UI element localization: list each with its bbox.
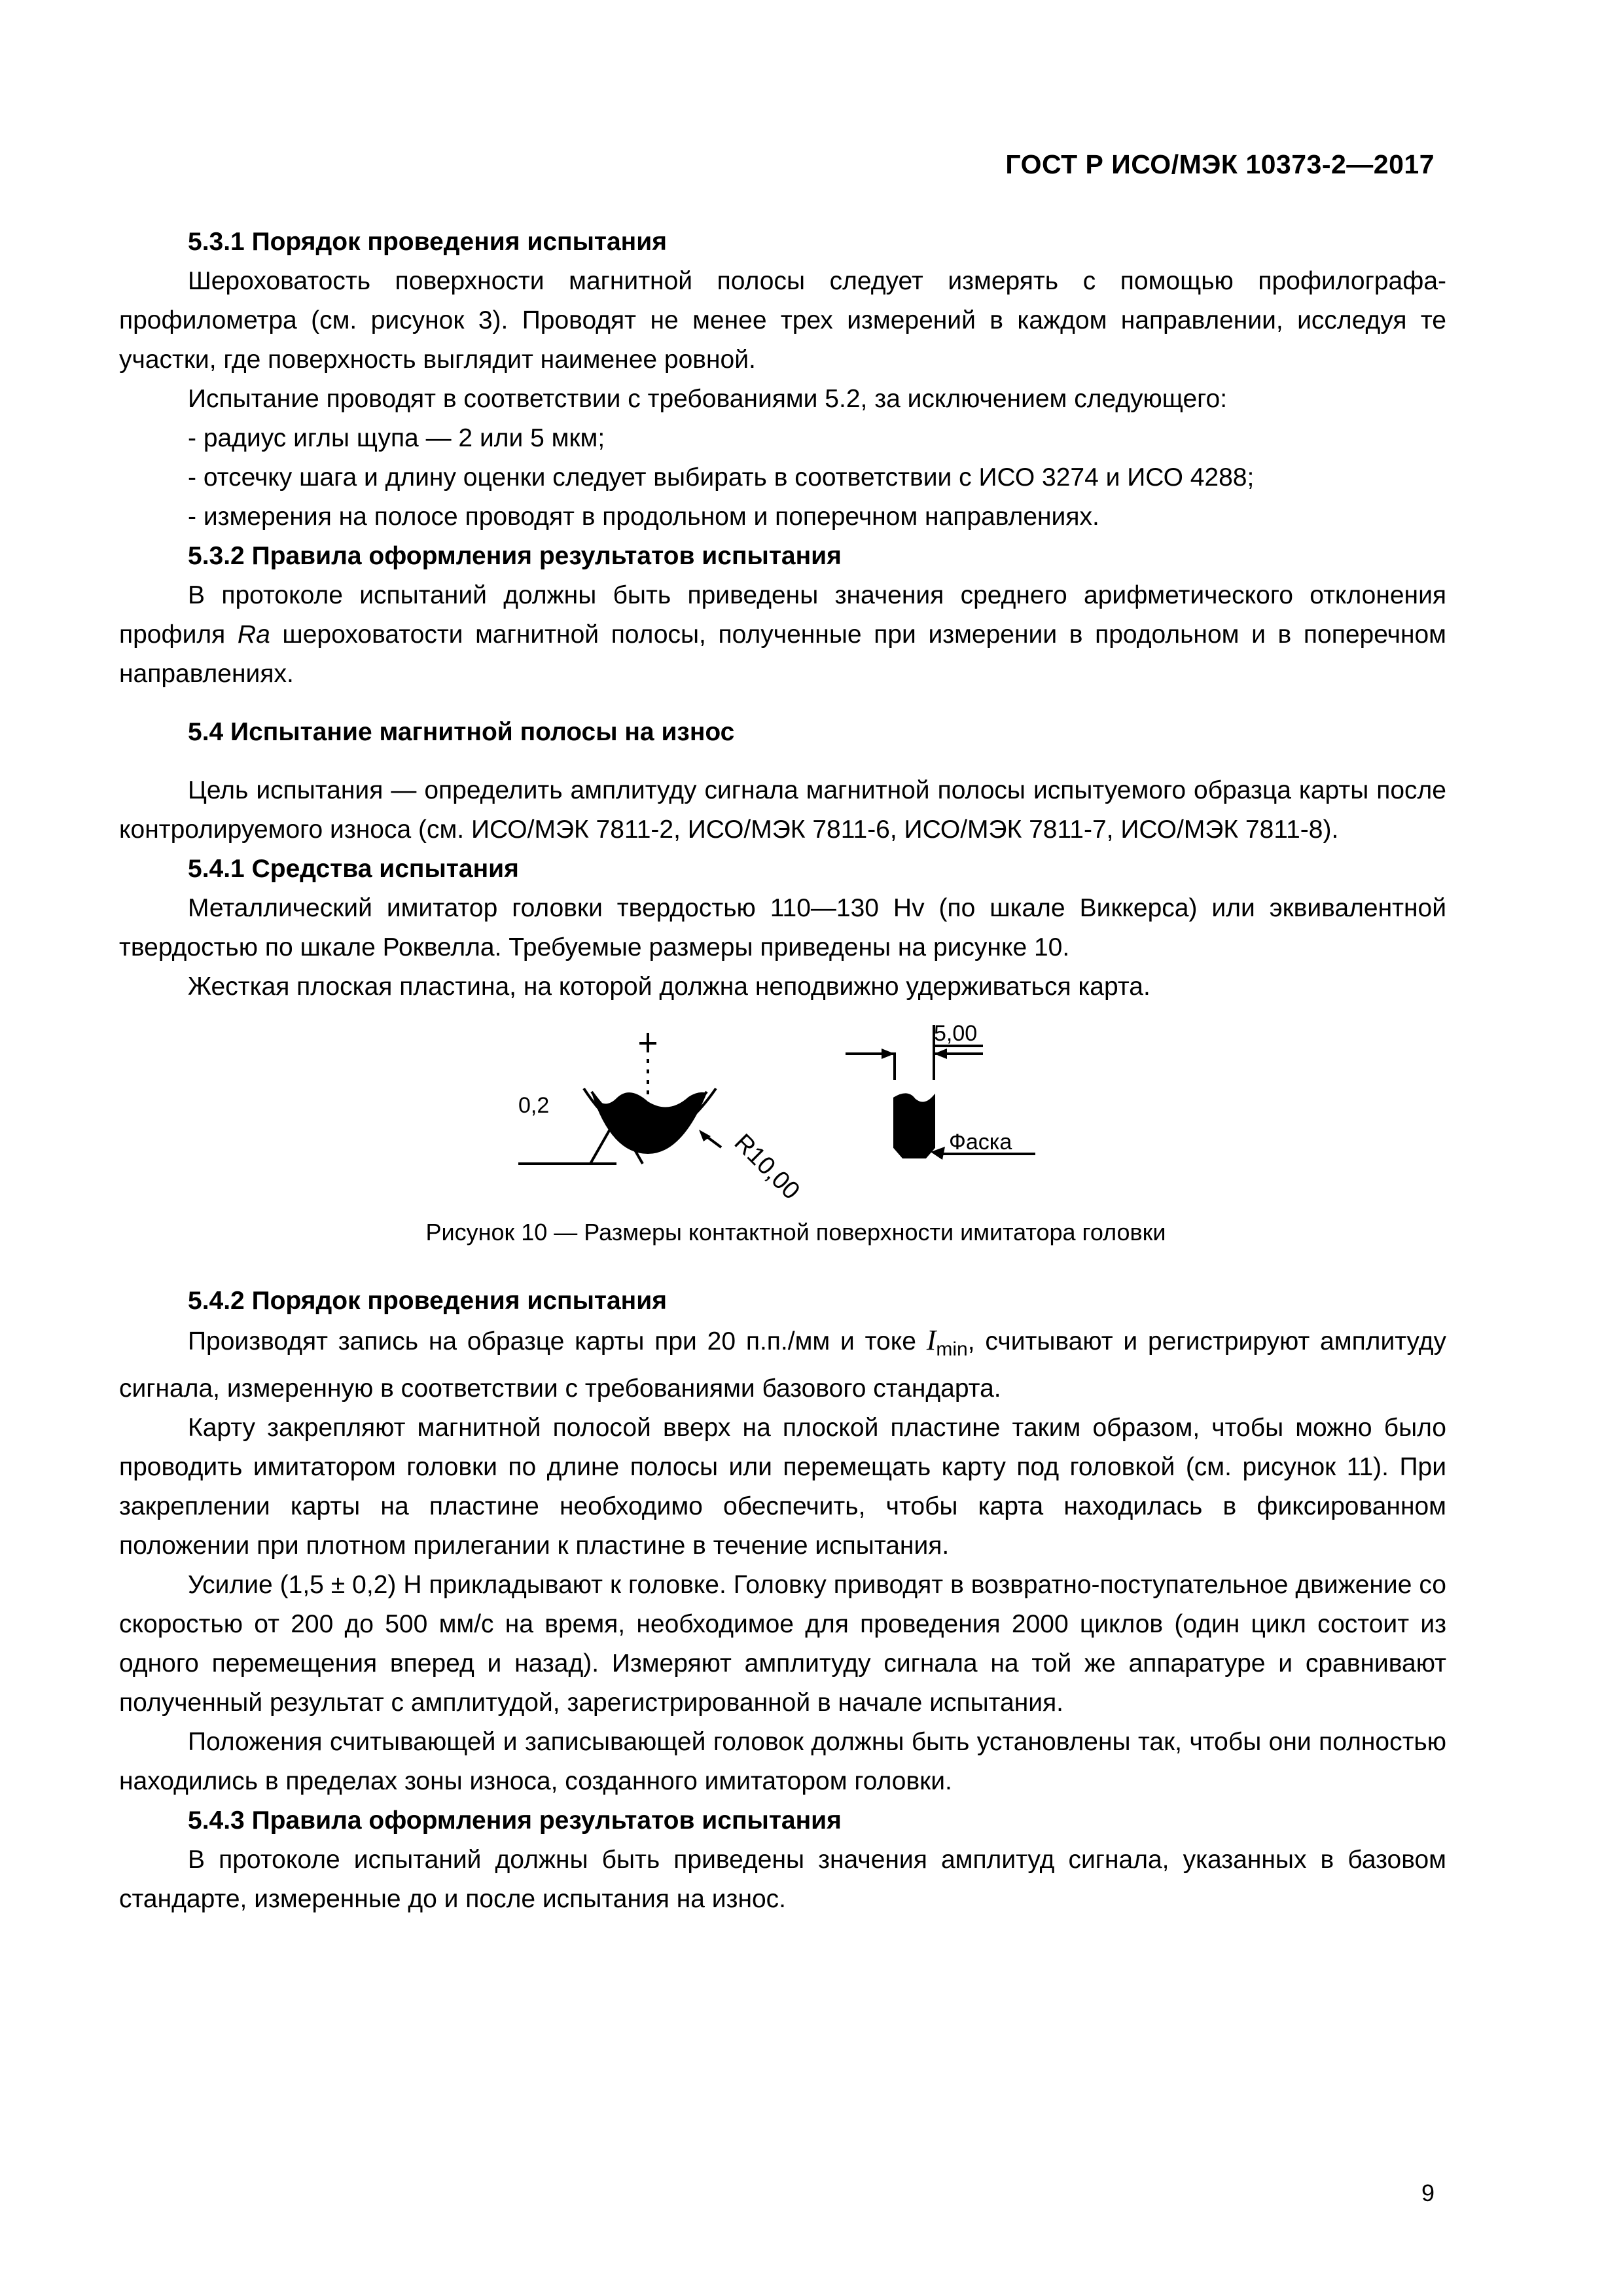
dim-arrow-right [934, 1049, 947, 1059]
current-subscript: min [936, 1338, 968, 1360]
heading-5-4: 5.4 Испытание магнитной полосы на износ [188, 718, 735, 746]
list-item-directions: - измерения на полосе проводят в продольном и поперечном направлениях. [188, 503, 1099, 531]
text-part: , считывают и регистрируют амплитуду сигнала, измеренную в соответствии с требованиями базового стандарта. [119, 1327, 1446, 1403]
chamfer-label: Фаска [949, 1130, 1012, 1155]
ra-symbol: Ra [237, 620, 270, 649]
paragraph-record [119, 1321, 1446, 1408]
current-symbol: I [926, 1324, 936, 1356]
page-number: 9 [1421, 2179, 1435, 2206]
angle-label: 0,2 [518, 1093, 550, 1118]
heading-5-3-2: 5.3.2 Правила оформления результатов испытания [188, 542, 842, 570]
paragraph-rigid-plate: Жесткая плоская пластина, на которой должна неподвижно удерживаться карта. [188, 973, 1150, 1001]
radius-label: R10,00 [728, 1128, 805, 1206]
list-item-radius: - радиус иглы щупа — 2 или 5 мкм; [188, 424, 605, 452]
contact-surface-fill [592, 1092, 707, 1154]
paragraph-report-amplitude: В протоколе испытаний должны быть приведены значения амплитуд сигнала, указанных в базовом стандарте, измеренные до и после испытания на износ. [119, 1845, 1446, 1913]
paragraph-head-positions: Положения считывающей и записывающей головок должны быть установлены так, чтобы они полностью находились в пределах зоны износа, созданного имитатором головки. [119, 1727, 1446, 1795]
paragraph-test-conditions: Испытание проводят в соответствии с требованиями 5.2, за исключением следующего: [188, 385, 1228, 413]
head-dimensions-drawing [119, 1020, 1446, 1216]
heading-5-4-3: 5.4.3 Правила оформления результатов испытания [188, 1806, 842, 1835]
heading-5-4-1: 5.4.1 Средства испытания [188, 855, 519, 883]
paragraph-report-roughness [119, 576, 1446, 694]
heading-5-3-1: 5.3.1 Порядок проведения испытания [188, 228, 667, 256]
dim-arrow-left [882, 1049, 895, 1059]
heading-5-4-2: 5.4.2 Порядок проведения испытания [188, 1287, 667, 1315]
paragraph-force: Усилие (1,5 ± 0,2) Н прикладывают к головке. Головку приводят в возвратно-поступательное движение со скоростью от 200 до 500 мм/с на время, необходимое для проведения 2000 циклов (один цикл состоит из одного перемещения вперед и назад). Измеряют амплитуду сигнала на той же аппаратуре и сравнивают полученный результат с амплитудой, зарегистрированной в начале испытания. [119, 1570, 1446, 1717]
head-profile-fill [895, 1094, 934, 1157]
paragraph-head-simulator: Металлический имитатор головки твердостью 110—130 Hv (по шкале Виккерса) или эквивалентной твердостью по шкале Роквелла. Требуемые размеры приведены на рисунке 10. [119, 894, 1446, 961]
width-label: 5,00 [934, 1021, 978, 1046]
text-part: В протоколе испытаний должны быть приведены значения среднего арифметического отклонения профиля [119, 581, 1446, 649]
standard-header: ГОСТ Р ИСО/МЭК 10373-2—2017 [1005, 149, 1435, 179]
figure-10 [119, 1020, 1446, 1216]
figure-caption: Рисунок 10 — Размеры контактной поверхности имитатора головки [425, 1219, 1166, 1246]
text-part: Производят запись на образце карты при 20 п.п./мм и токе [188, 1327, 927, 1355]
list-item-cutoff: - отсечку шага и длину оценки следует выбирать в соответствии с ИСО 3274 и ИСО 4288; [188, 463, 1255, 492]
paragraph-roughness: Шероховатость поверхности магнитной полосы следует измерять с помощью профилографа-профилометра (см. рисунок 3). Проводят не менее трех измерений в каждом направлении, исследуя те участки, где поверхность выглядит наименее ровной. [119, 267, 1446, 374]
text-part: шероховатости магнитной полосы, полученные при измерении в продольном и в поперечном направлениях. [119, 620, 1446, 688]
paragraph-wear-purpose: Цель испытания — определить амплитуду сигнала магнитной полосы испытуемого образца карты после контролируемого износа (см. ИСО/МЭК 7811-2, ИСО/МЭК 7811-6, ИСО/МЭК 7811-7, ИСО/МЭК 7811-8). [119, 776, 1446, 844]
paragraph-fixing: Карту закрепляют магнитной полосой вверх на плоской пластине таким образом, чтобы можно было проводить имитатором головки по длине полосы или перемещать карту под головкой (см. рисунок 11). При закреплении карты на пластине необходимо обеспечить, чтобы карта находилась в фиксированном положении при плотном прилегании к пластине в течение испытания. [119, 1413, 1446, 1560]
document-body [119, 223, 1446, 1919]
